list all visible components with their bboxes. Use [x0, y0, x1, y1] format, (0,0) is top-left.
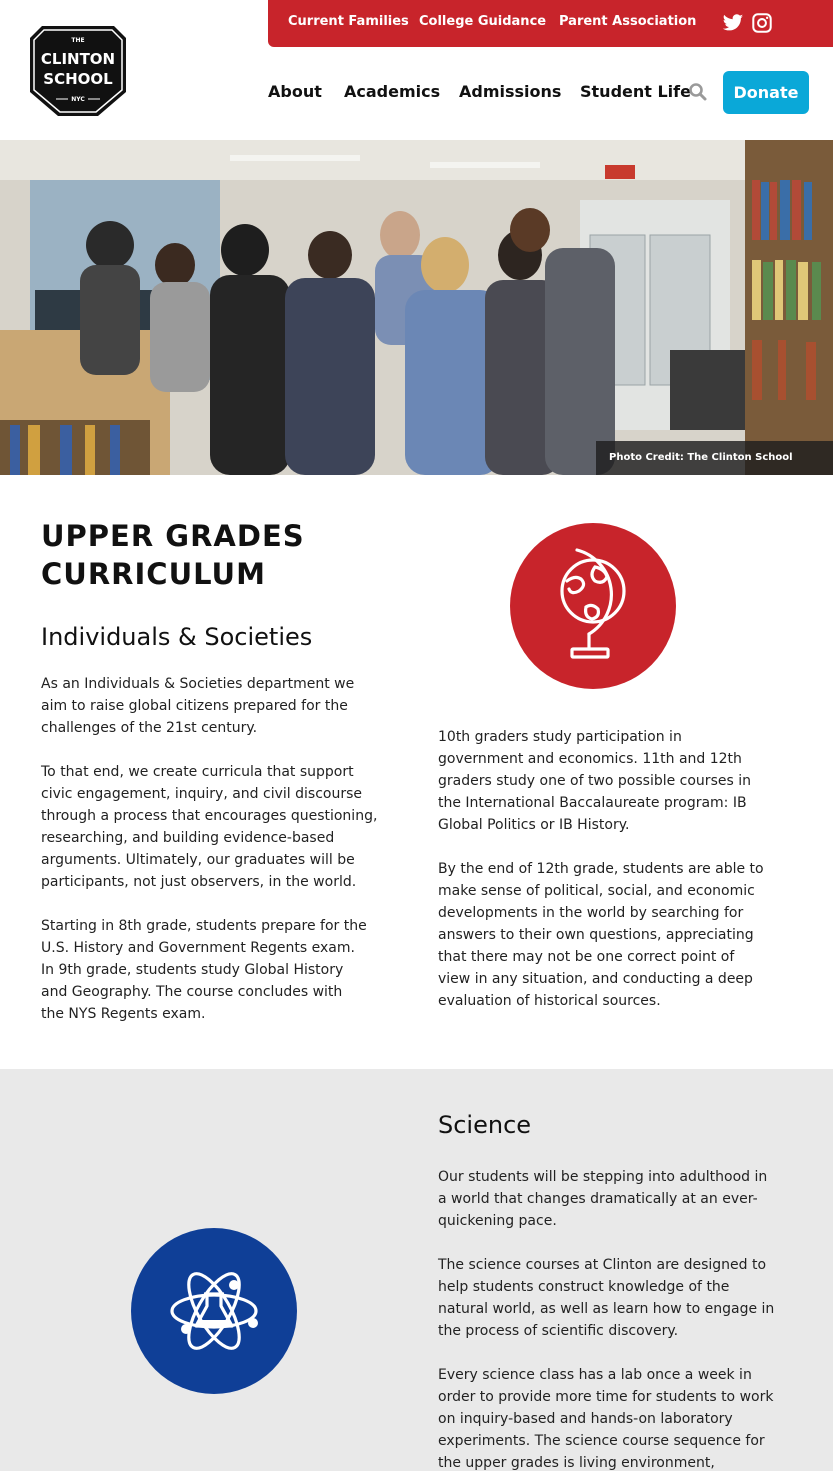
nav-student-life[interactable]: Student Life: [580, 82, 691, 101]
nav-admissions[interactable]: Admissions: [459, 82, 562, 101]
science-paragraph-3: [438, 1364, 808, 1471]
text-line: the upper grades is living environment,: [438, 1455, 715, 1471]
text-line: challenges of the 21st century.: [41, 720, 258, 736]
utility-bar: [268, 0, 833, 47]
text-line: arguments. Ultimately, our graduates will be: [41, 852, 355, 868]
text-line: 10th graders study participation in: [438, 729, 682, 745]
utility-link-parent-association[interactable]: Parent Association: [559, 14, 697, 29]
individuals-right-paragraph-2: [438, 858, 808, 1012]
text-line: researching, and building evidence-based: [41, 830, 335, 846]
text-line: U.S. History and Government Regents exam.: [41, 940, 355, 956]
text-line: view in any situation, and conducting a deep: [438, 971, 753, 987]
text-line: Global Politics or IB History.: [438, 817, 630, 833]
globe-icon: [510, 523, 676, 689]
text-line: on inquiry-based and hands-on laboratory: [438, 1411, 733, 1427]
text-line: evaluation of historical sources.: [438, 993, 661, 1009]
utility-link-current-families[interactable]: Current Families: [288, 14, 409, 29]
page-title-line-1: UPPER GRADES: [41, 519, 305, 553]
text-line: natural world, as well as learn how to engage in: [438, 1301, 775, 1317]
photo-credit: Photo Credit: The Clinton School: [596, 441, 833, 475]
donate-button[interactable]: Donate: [723, 71, 809, 114]
twitter-icon[interactable]: [722, 12, 744, 34]
logo-text-the: THE: [71, 37, 85, 44]
text-line: In 9th grade, students study Global History: [41, 962, 344, 978]
text-line: through a process that encourages questioning,: [41, 808, 378, 824]
text-line: the International Baccalaureate program: IB: [438, 795, 747, 811]
text-line: government and economics. 11th and 12th: [438, 751, 742, 767]
text-line: graders study one of two possible courses in: [438, 773, 751, 789]
text-line: participants, not just observers, in the world.: [41, 874, 357, 890]
individuals-left-paragraph-1: [41, 673, 401, 739]
search-icon[interactable]: [688, 82, 708, 102]
text-line: aim to raise global citizens prepared for the: [41, 698, 348, 714]
nav-academics[interactable]: Academics: [344, 82, 441, 101]
science-section: [0, 1069, 833, 1471]
text-line: that there may not be one correct point of: [438, 949, 735, 965]
page-title: [41, 517, 401, 593]
individuals-left-paragraph-2: [41, 761, 401, 893]
text-line: As an Individuals & Societies department we: [41, 676, 355, 692]
text-line: and Geography. The course concludes with: [41, 984, 343, 1000]
school-logo[interactable]: [28, 22, 128, 118]
atom-flask-icon: [131, 1228, 297, 1394]
logo-text-nyc: NYC: [71, 96, 85, 103]
logo-text-school: SCHOOL: [43, 70, 113, 88]
hero-photo: [0, 140, 833, 475]
individuals-left-paragraph-3: [41, 915, 401, 1025]
text-line: Our students will be stepping into adulthood in: [438, 1169, 768, 1185]
text-line: The science courses at Clinton are designed to: [438, 1257, 767, 1273]
science-paragraph-2: [438, 1254, 808, 1342]
individuals-right-paragraph-1: [438, 726, 798, 836]
text-line: civic engagement, inquiry, and civil discourse: [41, 786, 362, 802]
logo-text-clinton: CLINTON: [40, 50, 116, 68]
individuals-societies-section: [0, 475, 833, 1069]
science-paragraph-1: [438, 1166, 808, 1232]
nav-about[interactable]: About: [268, 82, 322, 101]
text-line: Every science class has a lab once a week in: [438, 1367, 752, 1383]
instagram-icon[interactable]: [751, 12, 773, 34]
text-line: Starting in 8th grade, students prepare for the: [41, 918, 367, 934]
text-line: help students construct knowledge of the: [438, 1279, 730, 1295]
individuals-heading: Individuals & Societies: [41, 623, 313, 651]
utility-link-college-guidance[interactable]: College Guidance: [419, 14, 547, 29]
site-header: [0, 0, 833, 140]
text-line: order to provide more time for students to work: [438, 1389, 774, 1405]
text-line: a world that changes dramatically at an ever-: [438, 1191, 758, 1207]
text-line: By the end of 12th grade, students are able to: [438, 861, 764, 877]
page-title-line-2: CURRICULUM: [41, 557, 266, 591]
text-line: experiments. The science course sequence for: [438, 1433, 765, 1449]
text-line: answers to their own questions, appreciating: [438, 927, 754, 943]
science-heading: Science: [438, 1111, 532, 1139]
text-line: the NYS Regents exam.: [41, 1006, 206, 1022]
text-line: quickening pace.: [438, 1213, 557, 1229]
text-line: To that end, we create curricula that support: [41, 764, 354, 780]
text-line: the process of scientific discovery.: [438, 1323, 679, 1339]
text-line: developments in the world by searching for: [438, 905, 744, 921]
text-line: make sense of political, social, and economic: [438, 883, 755, 899]
